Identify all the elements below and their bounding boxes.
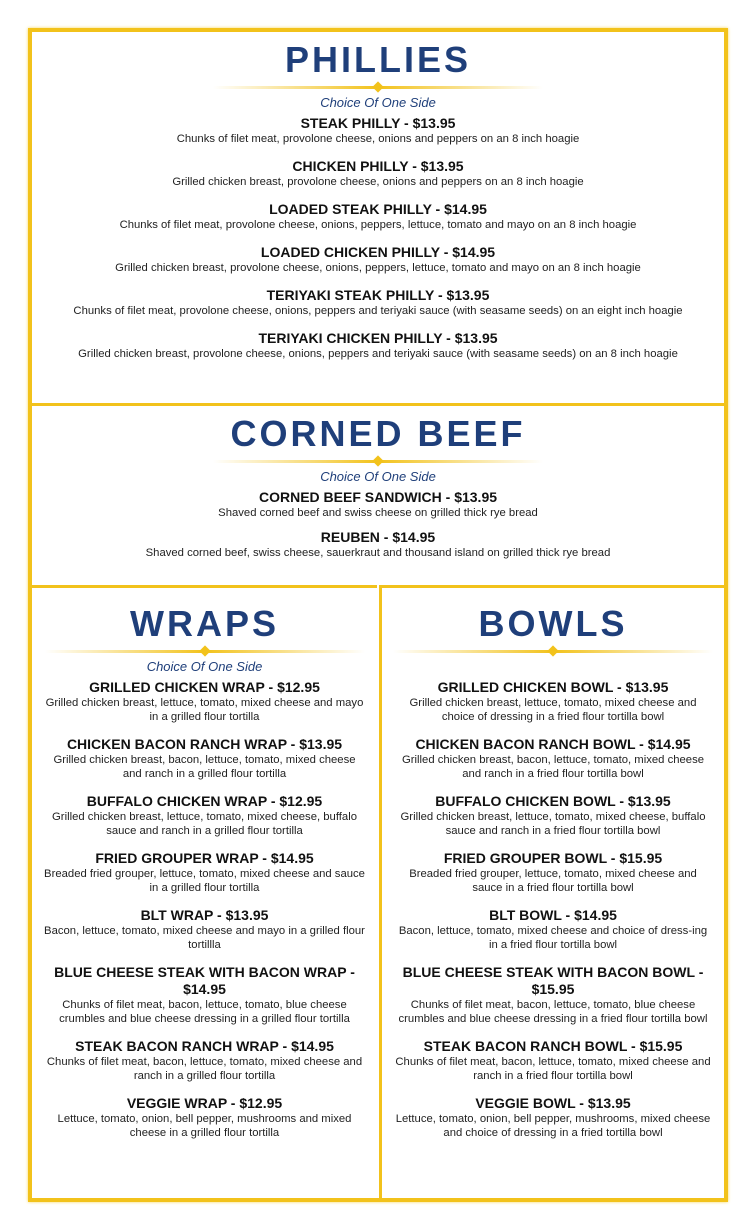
menu-item <box>32 489 724 520</box>
item-description: Bacon, lettuce, tomato, mixed cheese and choice of dress-ing in a fried flour tortilla bowl <box>398 925 708 951</box>
menu-item <box>32 1038 377 1083</box>
item-description: Chunks of filet meat, provolone cheese, onions, peppers and teriyaki sauce (with seasame seeds) on an eight inch hoagie <box>73 305 683 317</box>
item-description: Grilled chicken breast, lettuce, tomato, mixed cheese, buffalo sauce and ranch in a grilled flour tortilla <box>52 811 357 837</box>
item-name: LOADED STEAK PHILLY - $14.95 <box>269 201 487 217</box>
gold-divider <box>213 460 543 463</box>
menu-item <box>32 201 724 232</box>
item-name: LOADED CHICKEN PHILLY - $14.95 <box>260 244 496 260</box>
item-description: Lettuce, tomato, onion, bell pepper, mushrooms and mixed cheese in a grilled flour tortilla <box>57 1113 352 1139</box>
item-name: VEGGIE BOWL - $13.95 <box>475 1095 631 1111</box>
item-description: Chunks of filet meat, bacon, lettuce, tomato, mixed cheese and ranch in a fried flour tortilla bowl <box>395 1056 711 1082</box>
menu-item <box>32 529 724 560</box>
section-phillies <box>32 32 724 402</box>
menu-item <box>32 287 724 318</box>
item-name: STEAK BACON RANCH BOWL - $15.95 <box>423 1038 683 1054</box>
menu-item <box>382 793 724 838</box>
menu-item <box>32 850 377 895</box>
item-name: CHICKEN PHILLY - $13.95 <box>292 158 464 174</box>
menu-item <box>32 244 724 275</box>
item-description: Grilled chicken breast, bacon, lettuce, tomato, mixed cheese and ranch in a grilled flour tortilla <box>53 754 356 780</box>
menu-item <box>32 1095 377 1140</box>
item-name: STEAK PHILLY - $13.95 <box>300 115 456 131</box>
section-bowls <box>379 585 724 1198</box>
item-description: Grilled chicken breast, provolone cheese, onions and peppers on an 8 inch hoagie <box>172 176 584 188</box>
item-description: Breaded fried grouper, lettuce, tomato, mixed cheese and sauce in a fried flour tortilla bowl <box>409 868 697 894</box>
section-title: CORNED BEEF <box>230 413 526 454</box>
menu-item <box>32 330 724 361</box>
side-note: Choice Of One Side <box>320 469 436 484</box>
menu-item <box>382 679 724 724</box>
item-description: Grilled chicken breast, lettuce, tomato, mixed cheese, buffalo sauce and ranch in a fried flour tortilla bowl <box>400 811 706 837</box>
section-title: BOWLS <box>478 603 628 644</box>
menu-item <box>32 793 377 838</box>
item-description: Chunks of filet meat, bacon, lettuce, tomato, blue cheese crumbles and blue cheese dressing in a fried flour tortilla bowl <box>398 999 708 1025</box>
item-description: Grilled chicken breast, provolone cheese, onions, peppers, lettuce, tomato and mayo on an 8 inch hoagie <box>115 262 641 274</box>
section-title: WRAPS <box>130 603 279 644</box>
item-name: FRIED GROUPER WRAP - $14.95 <box>95 850 314 866</box>
item-name: GRILLED CHICKEN WRAP - $12.95 <box>89 679 320 695</box>
item-description: Shaved corned beef, swiss cheese, sauerkraut and thousand island on grilled thick rye bread <box>145 547 611 559</box>
section-wraps <box>32 585 377 1198</box>
item-name: CORNED BEEF SANDWICH - $13.95 <box>258 489 498 505</box>
menu-item <box>382 736 724 781</box>
item-description: Grilled chicken breast, provolone cheese, onions, peppers and teriyaki sauce (with seasame seeds) on an 8 inch hoagie <box>78 348 678 360</box>
item-name: BLT WRAP - $13.95 <box>140 907 269 923</box>
item-name: REUBEN - $14.95 <box>320 529 436 545</box>
menu-item <box>32 115 724 146</box>
menu-item <box>32 964 377 1026</box>
item-description: Lettuce, tomato, onion, bell pepper, mushrooms, mixed cheese and choice of dressing in a fried tortilla bowl <box>395 1113 711 1139</box>
item-name: CHICKEN BACON RANCH WRAP - $13.95 <box>66 736 343 752</box>
item-description: Grilled chicken breast, bacon, lettuce, tomato, mixed cheese and ranch in a fried flour tortilla bowl <box>401 754 705 780</box>
menu-item <box>32 907 377 952</box>
gold-divider <box>45 650 365 653</box>
item-description: Chunks of filet meat, bacon, lettuce, tomato, mixed cheese and ranch in a grilled flour tortilla <box>46 1056 363 1082</box>
item-description: Grilled chicken breast, lettuce, tomato, mixed cheese and choice of dressing in a fried flour tortilla bowl <box>409 697 697 723</box>
item-description: Shaved corned beef and swiss cheese on grilled thick rye bread <box>218 507 538 519</box>
menu-item <box>382 1038 724 1083</box>
item-description: Bacon, lettuce, tomato, mixed cheese and mayo in a grilled flour tortillla <box>44 925 365 951</box>
item-name: TERIYAKI STEAK PHILLY - $13.95 <box>266 287 490 303</box>
item-name: BUFFALO CHICKEN BOWL - $13.95 <box>435 793 671 809</box>
menu-item <box>32 158 724 189</box>
item-description: Grilled chicken breast, lettuce, tomato, mixed cheese and mayo in a grilled flour tortilla <box>45 697 364 723</box>
menu-item <box>32 736 377 781</box>
section-corned-beef <box>32 403 724 584</box>
item-name: BUFFALO CHICKEN WRAP - $12.95 <box>86 793 323 809</box>
menu-item <box>382 907 724 952</box>
item-name: GRILLED CHICKEN BOWL - $13.95 <box>437 679 669 695</box>
item-name: VEGGIE WRAP - $12.95 <box>126 1095 283 1111</box>
item-name: BLUE CHEESE STEAK WITH BACON WRAP - $14.95 <box>54 964 355 997</box>
menu-item <box>382 1095 724 1140</box>
item-name: TERIYAKI CHICKEN PHILLY - $13.95 <box>258 330 498 346</box>
item-description: Chunks of filet meat, provolone cheese, onions and peppers on an 8 inch hoagie <box>176 133 580 145</box>
menu-item <box>382 850 724 895</box>
menu-item <box>382 964 724 1026</box>
side-note: Choice Of One Side <box>146 659 263 674</box>
item-description: Chunks of filet meat, bacon, lettuce, tomato, blue cheese crumbles and blue cheese dressing in a grilled flour tortilla <box>59 999 350 1025</box>
item-name: BLT BOWL - $14.95 <box>489 907 617 923</box>
item-description: Chunks of filet meat, provolone cheese, onions, peppers, lettuce, tomato and mayo on an 8 inch hoagie <box>119 219 637 231</box>
item-name: STEAK BACON RANCH WRAP - $14.95 <box>75 1038 334 1054</box>
side-note: Choice Of One Side <box>320 95 436 110</box>
item-name: CHICKEN BACON RANCH BOWL - $14.95 <box>415 736 691 752</box>
item-description: Breaded fried grouper, lettuce, tomato, mixed cheese and sauce in a grilled flour tortilla <box>44 868 365 894</box>
section-title: PHILLIES <box>284 39 472 80</box>
gold-divider <box>393 650 713 653</box>
gold-divider <box>213 86 543 89</box>
item-name: FRIED GROUPER BOWL - $15.95 <box>443 850 663 866</box>
menu-item <box>32 679 377 724</box>
item-name: BLUE CHEESE STEAK WITH BACON BOWL - $15.95 <box>402 964 704 997</box>
